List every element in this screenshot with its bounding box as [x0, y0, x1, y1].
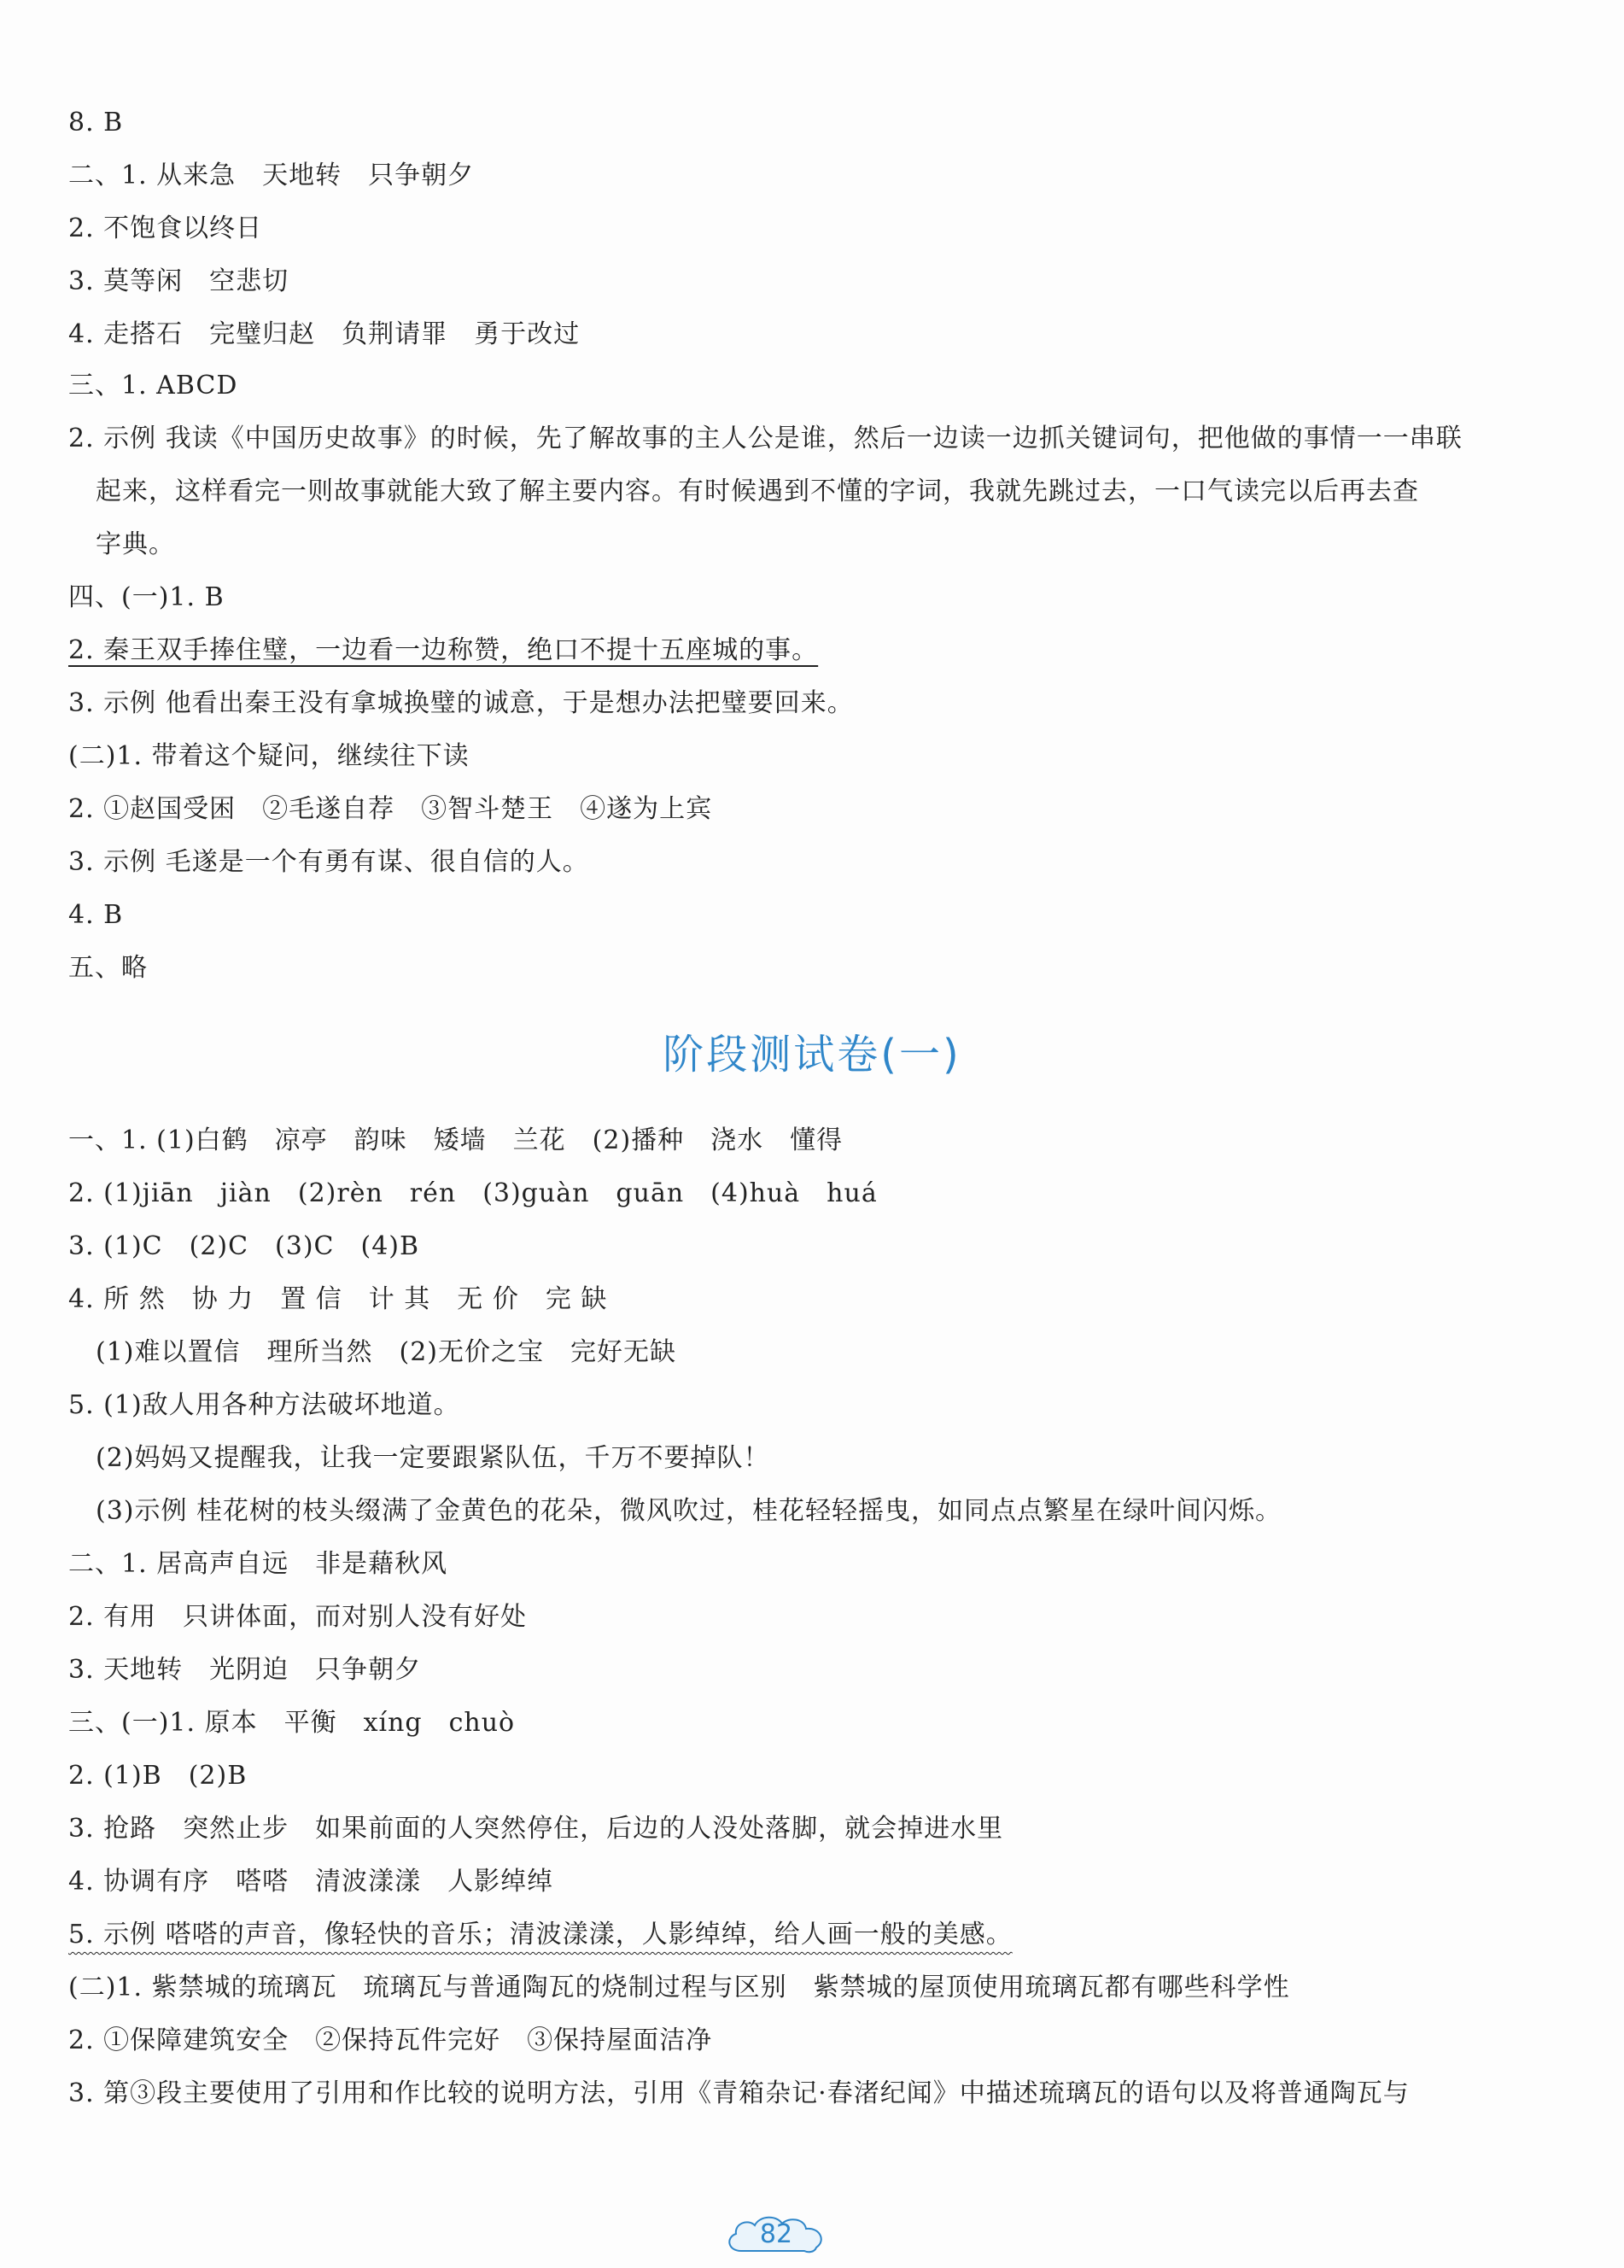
answer-3-2-line3: 字典。 — [96, 529, 175, 559]
answer-3-2-line1: 2. 示例 我读《中国历史故事》的时候，先了解故事的主人公是谁，然后一边读一边抓关键词句，把他做的事情一一串联 — [68, 424, 1463, 453]
answer-3-1: 三、1. ABCD — [68, 371, 238, 400]
answer-5: 五、略 — [68, 953, 148, 983]
test-3b-3: 3. 第③段主要使用了引用和作比较的说明方法，引用《青箱杂记·春渚纪闻》中描述琉璃瓦的语句以及将普通陶瓦与 — [68, 2078, 1410, 2108]
answer-4-2: 2. 秦王双手捧住璧，一边看一边称赞，绝口不提十五座城的事。 — [68, 635, 819, 665]
test-2-3: 3. 天地转 光阴迫 只争朝夕 — [68, 1655, 422, 1685]
section-title: 阶段测试卷(一) — [663, 1031, 961, 1078]
test-3-1: 三、(一)1. 原本 平衡 xíng chuò — [68, 1708, 516, 1738]
test-3-2: 2. (1)B (2)B — [68, 1761, 248, 1791]
answer-8: 8. B — [68, 108, 124, 137]
test-1-5: 5. (1)敌人用各种方法破坏地道。 — [68, 1390, 460, 1420]
answer-4-1: 四、(一)1. B — [68, 582, 225, 612]
test-3-3: 3. 抢路 突然止步 如果前面的人突然停住，后边的人没处落脚，就会掉进水里 — [68, 1814, 1004, 1844]
test-1-1: 一、1. (1)白鹤 凉亭 韵味 矮墙 兰花 (2)播种 浇水 懂得 — [68, 1125, 844, 1155]
answer-4b-3: 3. 示例 毛遂是一个有勇有谋、很自信的人。 — [68, 847, 589, 877]
test-1-4: 4. 所 然 协 力 置 信 计 其 无 价 完 缺 — [68, 1284, 608, 1314]
test-3b-1: (二)1. 紫禁城的琉璃瓦 琉璃瓦与普通陶瓦的烧制过程与区别 紫禁城的屋顶使用琉璃瓦都有哪些科学性 — [68, 1973, 1290, 2002]
answer-4-3: 3. 示例 他看出秦王没有拿城换璧的诚意，于是想办法把璧要回来。 — [68, 688, 854, 718]
test-1-4b: (1)难以置信 理所当然 (2)无价之宝 完好无缺 — [96, 1337, 676, 1367]
answer-2-4: 4. 走搭石 完璧归赵 负荆请罪 勇于改过 — [68, 319, 581, 349]
test-1-5c: (3)示例 桂花树的枝头缀满了金黄色的花朵，微风吹过，桂花轻轻摇曳，如同点点繁星在绿叶间闪烁。 — [96, 1496, 1282, 1526]
test-2-2: 2. 有用 只讲体面，而对别人没有好处 — [68, 1602, 528, 1632]
answer-3-2-line2: 起来，这样看完一则故事就能大致了解主要内容。有时候遇到不懂的字词，我就先跳过去，一口气读完以后再去查 — [96, 476, 1419, 506]
page-number-badge — [722, 2213, 830, 2256]
test-2-1: 二、1. 居高声自远 非是藉秋风 — [68, 1549, 448, 1579]
answer-4b-4: 4. B — [68, 900, 124, 930]
page-number: 82 — [759, 2219, 793, 2249]
test-1-3: 3. (1)C (2)C (3)C (4)B — [68, 1231, 420, 1261]
answer-2-2: 2. 不饱食以终日 — [68, 213, 263, 243]
test-3-4: 4. 协调有序 嗒嗒 清波漾漾 人影绰绰 — [68, 1867, 554, 1897]
test-1-5b: (2)妈妈又提醒我，让我一定要跟紧队伍，千万不要掉队！ — [96, 1443, 770, 1473]
answer-4b-2: 2. ①赵国受困 ②毛遂自荐 ③智斗楚王 ④遂为上宾 — [68, 794, 713, 824]
answer-4b-1: (二)1. 带着这个疑问，继续往下读 — [68, 741, 470, 771]
test-1-2: 2. (1)jiān jiàn (2)rèn rén (3)guàn guān (4)huà huá — [68, 1178, 878, 1208]
test-3b-2: 2. ①保障建筑安全 ②保持瓦件完好 ③保持屋面洁净 — [68, 2025, 713, 2055]
answer-2-1: 二、1. 从来急 天地转 只争朝夕 — [68, 161, 475, 190]
answer-2-3: 3. 莫等闲 空悲切 — [68, 266, 289, 296]
test-3-5: 5. 示例 嗒嗒的声音，像轻快的音乐；清波漾漾，人影绰绰，给人画一般的美感。 — [68, 1920, 1013, 1949]
